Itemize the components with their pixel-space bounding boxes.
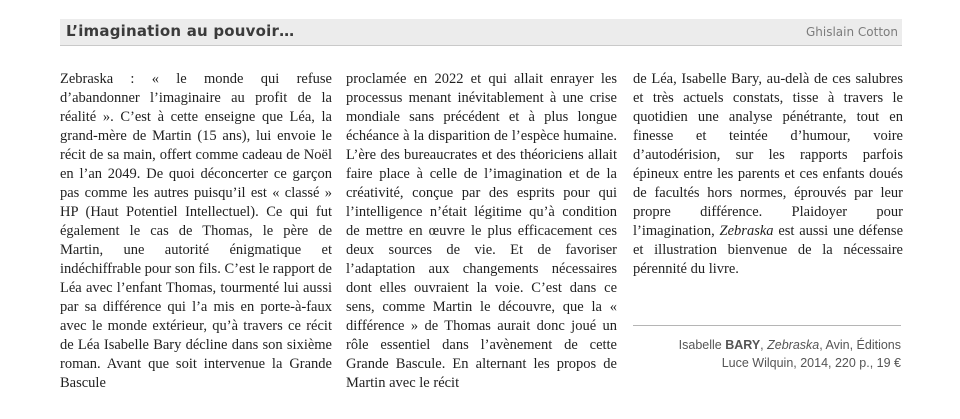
book-reference-line-2: Luce Wilquin, 2014, 220 p., 19 € xyxy=(721,356,901,370)
column-3-text-b: est aussi une défense et illustration bienvenue de la nécessaire pérennité du livre. xyxy=(633,223,904,277)
article-title: L’imagination au pouvoir… xyxy=(66,22,295,40)
source-divider xyxy=(633,325,901,326)
article-column-3 xyxy=(633,70,903,279)
article-header xyxy=(60,19,902,46)
ref-sep: , xyxy=(760,338,768,352)
ref-author-first: Isabelle xyxy=(678,338,726,352)
article-author: Ghislain Cotton xyxy=(805,25,898,39)
ref-book-title: Zebraska xyxy=(767,338,820,352)
article-column-2 xyxy=(346,70,617,393)
article-column-1 xyxy=(60,70,332,393)
column-3-text-a: de Léa, Isabelle Bary, au-delà de ces salubres et très actuels constats, tisse à travers le quotidien une analyse pénétrante, tout en finesse et teintée d’humour, voire d’autodérision, sur les rapports parfois épineux entre les parents et ces enfants doués de facultés hors normes, éprouvés par leur propre différence. Plaidoyer pour l’imagination, xyxy=(633,71,903,239)
ref-publisher: , Avin, Éditions xyxy=(819,338,901,352)
book-title-inline: Zebraska xyxy=(719,223,774,239)
book-reference xyxy=(633,336,901,372)
ref-author-last: BARY xyxy=(725,338,761,352)
column-1-text: Zebraska : « le monde qui refuse d’abandonner l’imaginaire au profit de la réalité ». C’est à cette enseigne que Léa, la grand-mère de Martin (15 ans), lui envoie le récit de sa main, offert comme cadeau de Noël en l’an 2049. De quoi déconcerter ce garçon pas comme les autres puisqu’il est « classé » HP (Haut Potentiel Intellectuel). Ce qui fut également le cas de Thomas, le père de Martin, une autorité énigmatique et indéchiffrable pour son fils. C’est le rapport de Léa avec l’enfant Thomas, tourmenté lui aussi par sa différence qui l’a mis en porte-à-faux avec le monde extérieur, qu’à travers ce récit de Léa Isabelle Bary décline dans son sixième roman. Avant que soit intervenue la Grande Bascule xyxy=(60,71,332,391)
column-3-text xyxy=(633,70,903,279)
book-reference-line-1 xyxy=(633,336,901,354)
column-2-text: proclamée en 2022 et qui allait enrayer les processus menant inévitablement à une crise mondiale sans précédent et à plus longue échéance à la disparition de l’espèce humaine. L’ère des bureaucrates et des théoriciens allait faire place à celle de l’imagination et de la créativité, conçue par des esprits pour qui l’intelligence n’était légitime qu’à condition de mettre en œuvre le plus efficacement ces deux sources de vie. Et de favoriser l’adaptation aux changements nécessaires dont elles ouvraient la voie. C’est dans ce sens, comme Martin le découvre, que la « différence » de Thomas aurait donc joué un rôle essentiel dans l’avènement de cette Grande Bascule. En alternant les propos de Martin avec le récit xyxy=(346,71,617,391)
